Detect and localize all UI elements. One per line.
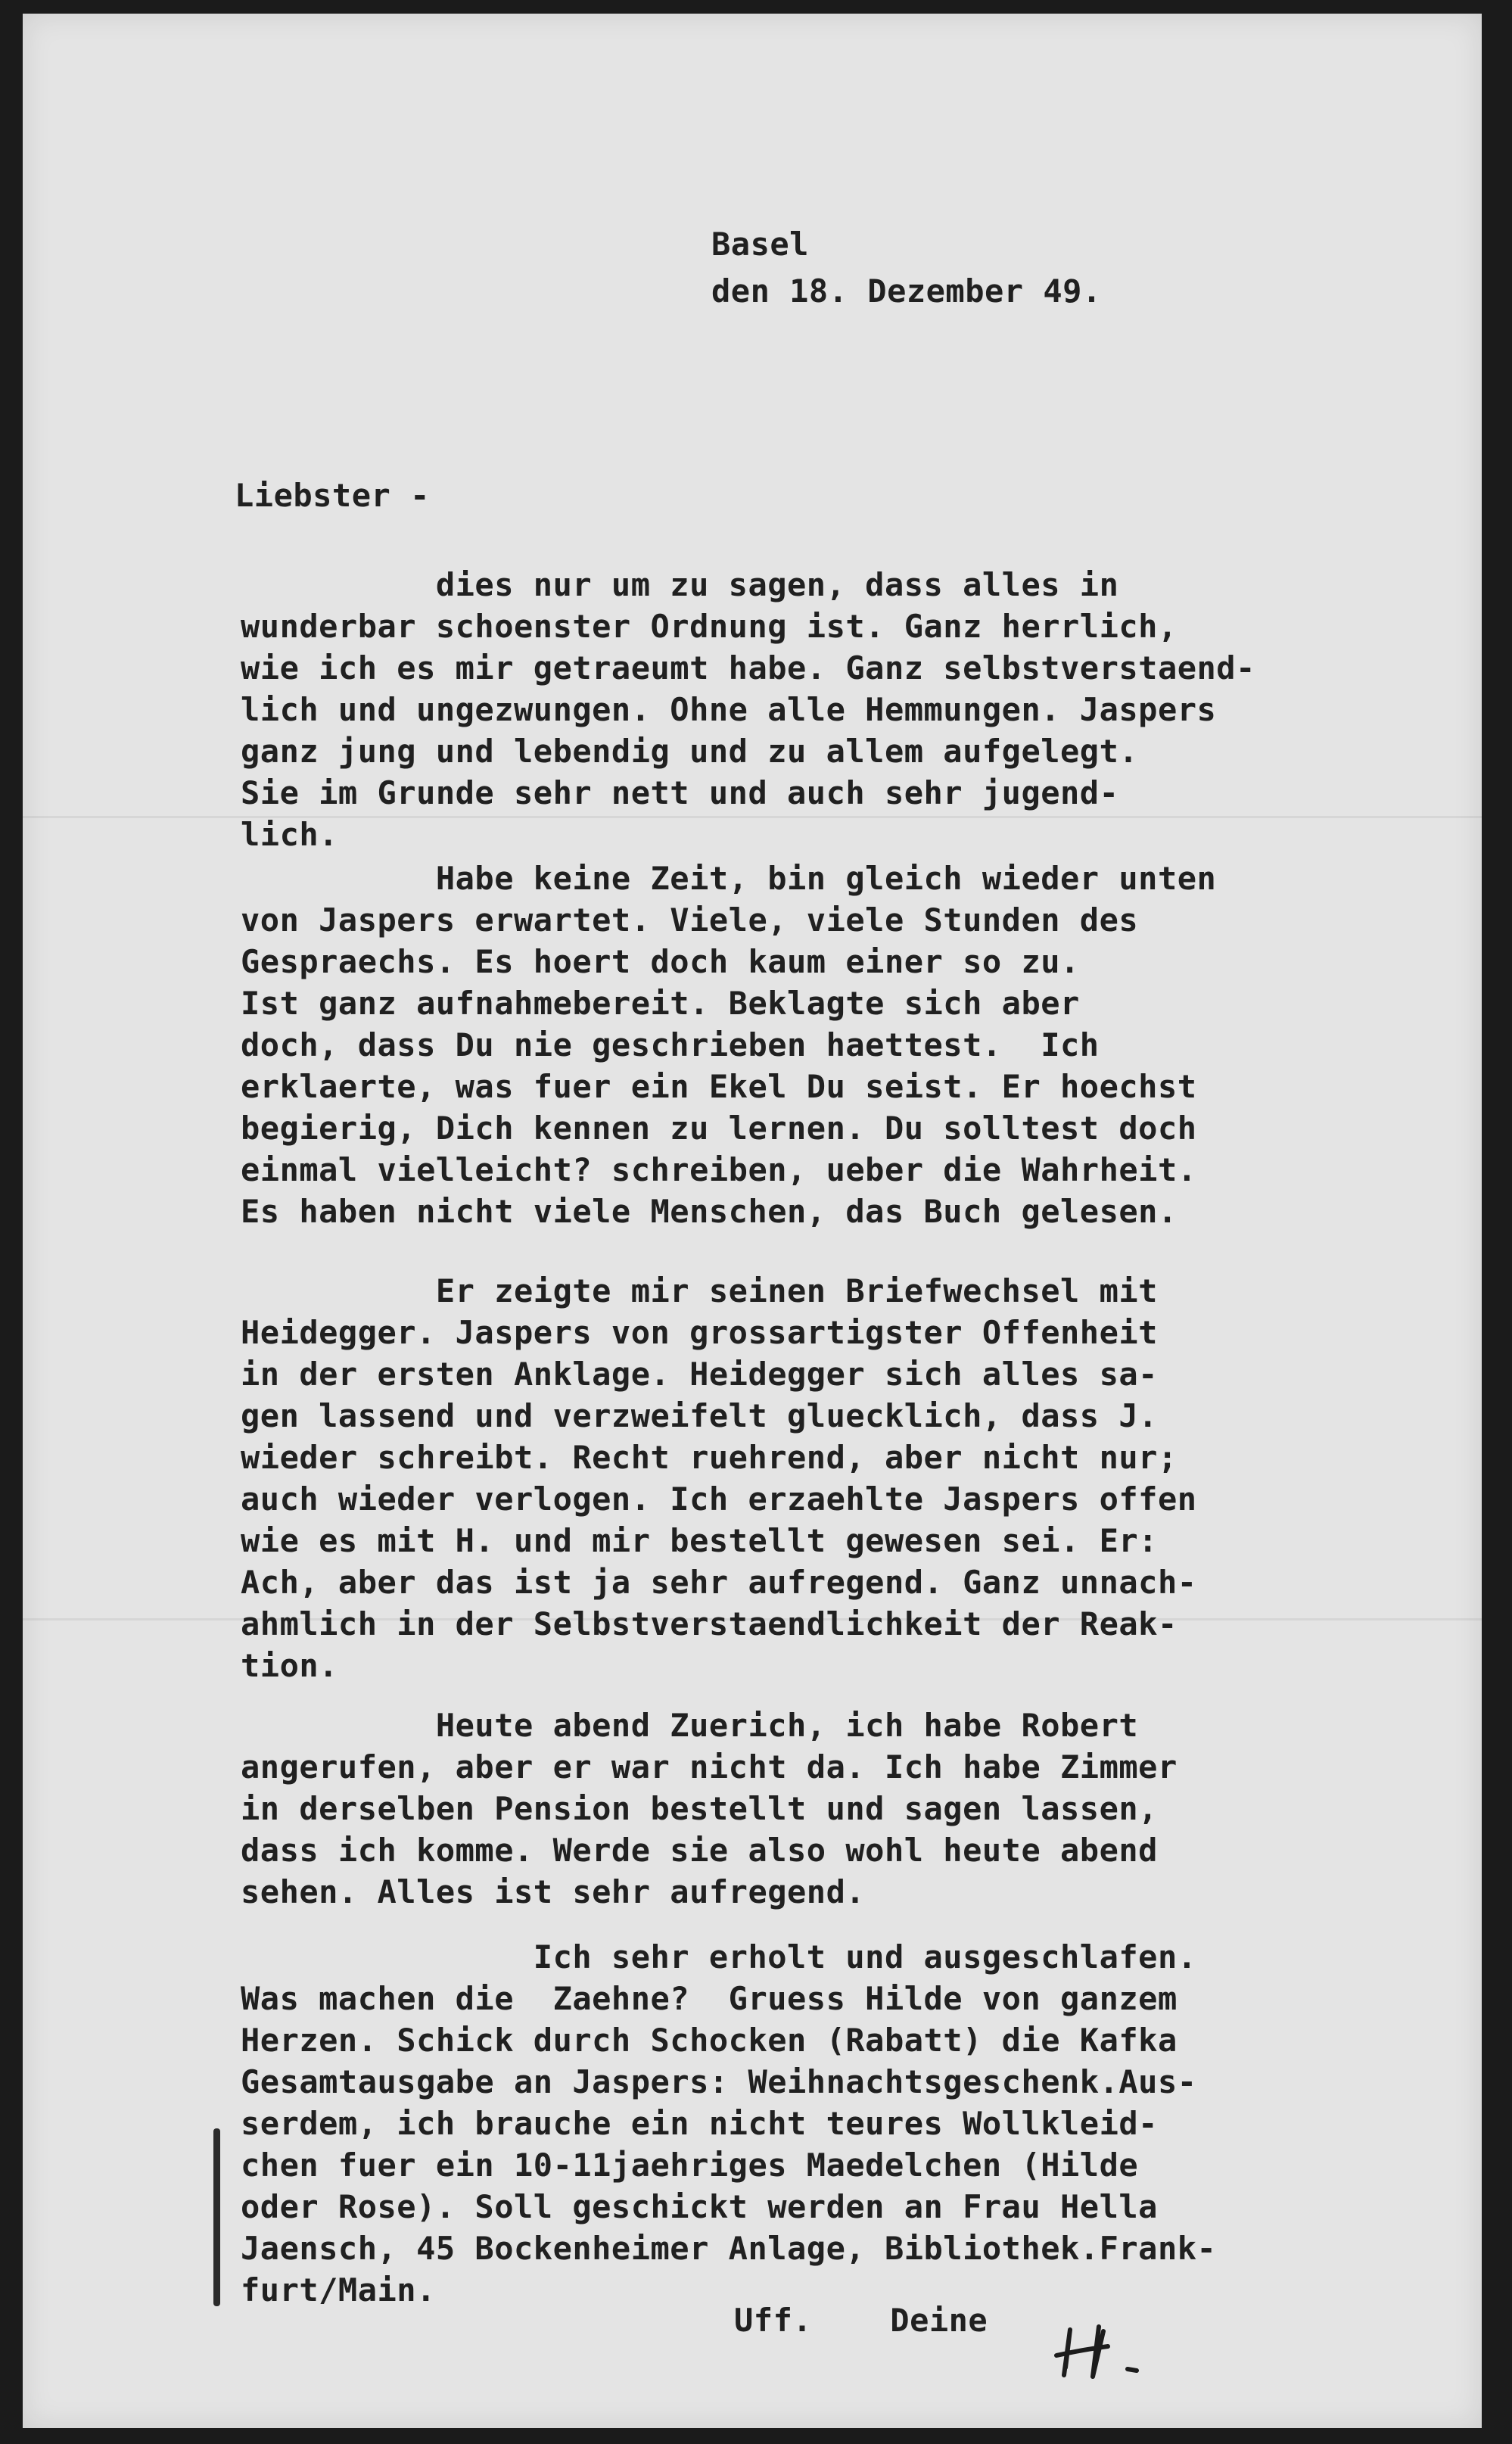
letter-paragraph-2: Habe keine Zeit, bin gleich wieder unten von Jaspers erwartet. Viele, viele Stunden des Gespraechs. Es hoert doch kaum einer so zu. Ist ganz aufnahmebereit. Beklagte sich aber doch, dass Du nie geschrieben haettest. Ich erklaerte, was fuer ein Ekel Du seist. Er hoechst begierig, Dich kennen zu lernen. Du solltest doch einmal vielleicht? schreiben, ueber die Wahrheit. Es haben nicht viele Menschen, das Buch gelesen. [241,860,1217,1230]
letter-closing: Uff. Deine [734,2302,988,2339]
letter-paragraph-3: Er zeigte mir seinen Briefwechsel mit Heidegger. Jaspers von grossartigster Offenheit in der ersten Anklage. Heidegger sich alles sa- gen lassend und verzweifelt gluecklich, dass J. wieder schreibt. Recht ruehrend, aber nicht nur; auch wieder verlogen. Ich erzaehlte Jaspers offen wie es mit H. und mir bestellt gewesen sei. Er: Ach, aber das ist ja sehr aufregend. Ganz unnach- ahmlich in der Selbstverstaendlichkeit der Reak- tion. [241,1272,1197,1684]
margin-mark [213,2128,220,2306]
letter-paragraph-4: Heute abend Zuerich, ich habe Robert angerufen, aber er war nicht da. Ich habe Zimmer in derselben Pension bestellt und sagen lassen, dass ich komme. Werde sie also wohl heute abend sehen. Alles ist sehr aufregend. [241,1707,1178,1910]
letter-paragraph-5: Ich sehr erholt und ausgeschlafen. Was machen die Zaehne? Gruess Hilde von ganzem Herzen. Schick durch Schocken (Rabatt) die Kafka Gesamtausgabe an Jaspers: Weihnachtsgeschenk.Aus- serdem, ich brauche ein nicht teures Wollkleid- chen fuer ein 10-11jaehriges Maedelchen (Hilde oder Rose). Soll geschickt werden an Frau Hella Jaensch, 45 Bockenheimer Anlage, Bibliothek.Frank- furt/Main. [241,1938,1217,2309]
letter-salutation: Liebster - [235,477,430,514]
letter-date: den 18. Dezember 49. [711,272,1102,310]
handwritten-signature [1043,2316,1156,2384]
letter-paragraph-1: dies nur um zu sagen, dass alles in wunderbar schoenster Ordnung ist. Ganz herrlich, wie ich es mir getraeumt habe. Ganz selbstverstaend- lich und ungezwungen. Ohne alle Hemmungen. Jaspers ganz jung und lebendig und zu allem aufgelegt. Sie im Grunde sehr nett und auch sehr jugend- lich. [241,566,1255,853]
letter-place: Basel [711,226,809,263]
